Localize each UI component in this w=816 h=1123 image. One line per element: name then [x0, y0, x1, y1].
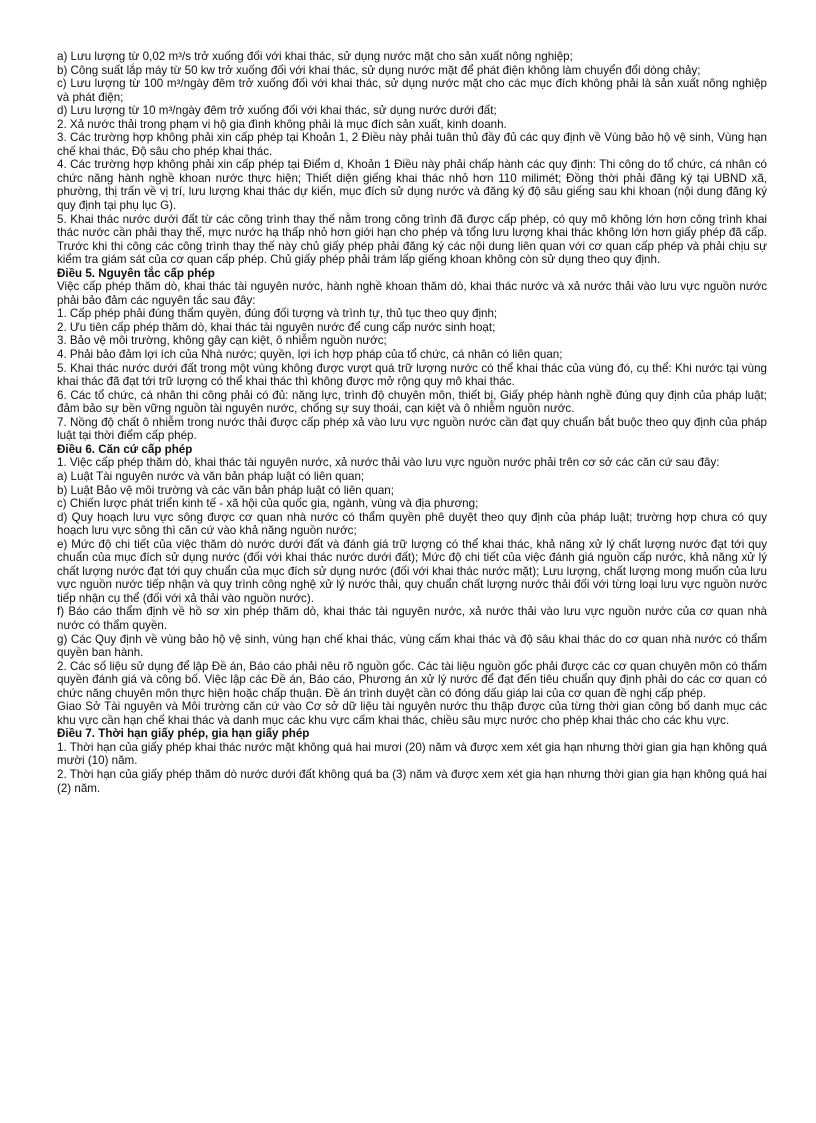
- paragraph: 1. Việc cấp phép thăm dò, khai thác tài nguyên nước, xả nước thải vào lưu vực nguồn nước phải trên cơ sở các căn cứ sau đây:: [57, 456, 720, 470]
- section-heading: Điều 5. Nguyên tắc cấp phép: [57, 266, 215, 280]
- paragraph: d) Quy hoạch lưu vực sông được cơ quan nhà nước có thẩm quyền phê duyệt theo quy định của pháp luật; trường hợp chưa có quy hoạch lưu vực sông thì căn cứ vào khả năng nguồn nước;: [57, 510, 767, 538]
- paragraph: 1. Thời hạn của giấy phép khai thác nước mặt không quá hai mươi (20) năm và được xem xét gia hạn nhưng thời gian gia hạn không quá mười (10) năm.: [57, 740, 767, 768]
- paragraph: 2. Xả nước thải trong phạm vi hộ gia đình không phải là mục đích sản xuất, kinh doanh.: [57, 117, 507, 131]
- paragraph: 4. Phải bảo đảm lợi ích của Nhà nước; quyền, lợi ích hợp pháp của tổ chức, cá nhân có liên quan;: [57, 348, 563, 362]
- paragraph: 6. Các tổ chức, cá nhân thi công phải có đủ: năng lực, trình độ chuyên môn, thiết bị, Giấy phép hành nghề đúng quy định của pháp luật; đảm bảo sự bền vững nguồn tài nguyên nước, chống sự suy thoái, cạn kiệt và ô nhiễm nguồn nước.: [57, 388, 767, 416]
- section-heading: Điều 7. Thời hạn giấy phép, gia hạn giấy phép: [57, 727, 310, 741]
- paragraph: 5. Khai thác nước dưới đất từ các công trình thay thế nằm trong công trình đã được cấp phép, có quy mô không lớn hơn công trình khai thác nước cần phải thay thế, mực nước hạ thấp nhỏ hơn giới hạn cho phép và tổng lưu lượng khai thác không lớn hơn giấy phép đã cấp. Trước khi thi công các công trình thay thế này chủ giấy phép phải đăng ký các nội dung liên quan với cơ quan cấp phép và phải chịu sự kiểm tra giám sát của cơ quan cấp phép. Chủ giấy phép phải trám lấp giếng khoan không còn sử dụng theo quy định.: [57, 212, 767, 267]
- paragraph: Giao Sở Tài nguyên và Môi trường căn cứ vào Cơ sở dữ liệu tài nguyên nước thu thập được của từng thời gian công bố danh mục các khu vực cần hạn chế khai thác và danh mục các khu vực cấm khai thác, chiều sâu mực nước cho phép khai thác cho các khu vực.: [57, 700, 767, 727]
- paragraph: b) Công suất lắp máy từ 50 kw trở xuống đối với khai thác, sử dụng nước mặt để phát điện không làm chuyển đổi dòng chảy;: [57, 63, 701, 77]
- paragraph: 2. Các số liệu sử dụng để lập Đề án, Báo cáo phải nêu rõ nguồn gốc. Các tài liệu nguồn gốc phải được các cơ quan chuyên môn có thẩm quyền đánh giá và công bố. Việc lập các Đề án, Báo cáo, Phương án xử lý nước để đạt đến tiêu chuẩn quy định phải do các cơ quan có chức năng chuyên môn thực hiện hoặc chấp thuận. Đề án trình duyệt cần có đóng dấu giáp lai của cơ quan đề nghị cấp phép.: [57, 659, 767, 700]
- paragraph: a) Lưu lượng từ 0,02 m³/s trở xuống đối với khai thác, sử dụng nước mặt cho sản xuất nông nghiệp;: [57, 50, 573, 63]
- paragraph: 3. Bảo vệ môi trường, không gây cạn kiệt, ô nhiễm nguồn nước;: [57, 334, 387, 348]
- paragraph: e) Mức độ chi tiết của việc thăm dò nước dưới đất và đánh giá trữ lượng có thể khai thác, khả năng xử lý chất lượng nước đạt tới quy chuẩn của mục đích sử dụng nước (đối với khai thác nước dưới đất); Mức độ chi tiết của việc đánh giá nguồn cấp nước, khả năng xử lý chất lượng nước đạt tới quy chuẩn của mục đích sử dụng nước (đối với khai thác nước mặt); Lưu lượng, chất lượng mong muốn của lưu vực nguồn nước tiếp nhận và quy trình công nghệ xử lý nước thải, quy chuẩn chất lượng nước thải đối với từng loại lưu vực nguồn nước tiếp nhận cụ thể (đối với xả thải vào nguồn nước).: [57, 537, 767, 605]
- paragraph: b) Luật Bảo vệ môi trường và các văn bản pháp luật có liên quan;: [57, 483, 394, 497]
- paragraph: 4. Các trường hợp không phải xin cấp phép tại Điểm d, Khoản 1 Điều này phải chấp hành các quy định: Thi công do tổ chức, cá nhân có chức năng hành nghề khoan nước thực hiện; Thiết diện giếng khai thác nhỏ hơn 110 milimét; Đồng thời phải đăng ký tại UBND xã, phường, thị trấn về vị trí, lưu lượng khai thác dự kiến, mục đích sử dụng nước và đăng ký độ sâu giếng sau khi khoan (nội dung đăng ký quy định tại phụ lục G).: [57, 158, 767, 213]
- paragraph: g) Các Quy định về vùng bảo hộ vệ sinh, vùng hạn chế khai thác, vùng cấm khai thác và độ sâu khai thác do cơ quan nhà nước có thẩm quyền ban hành.: [57, 632, 767, 660]
- paragraph: a) Luật Tài nguyên nước và văn bản pháp luật có liên quan;: [57, 469, 365, 483]
- paragraph: 1. Cấp phép phải đúng thẩm quyền, đúng đối tượng và trình tự, thủ tục theo quy định;: [57, 307, 498, 321]
- paragraph: 2. Thời hạn của giấy phép thăm dò nước dưới đất không quá ba (3) năm và được xem xét gia hạn nhưng thời gian gia hạn không quá hai (2) năm.: [57, 767, 767, 795]
- paragraph: d) Lưu lượng từ 10 m³/ngày đêm trở xuống đối với khai thác, sử dụng nước dưới đất;: [57, 104, 497, 118]
- paragraph: c) Chiến lược phát triển kinh tế - xã hội của quốc gia, ngành, vùng và địa phương;: [57, 497, 479, 511]
- section-heading: Điều 6. Căn cứ cấp phép: [57, 442, 193, 456]
- paragraph: 3. Các trường hợp không phải xin cấp phép tại Khoản 1, 2 Điều này phải tuân thủ đầy đủ các quy định về Vùng bảo hộ vệ sinh, Vùng hạn chế khai thác, Độ sâu cho phép khai thác.: [57, 131, 767, 158]
- paragraph: 2. Ưu tiên cấp phép thăm dò, khai thác tài nguyên nước để cung cấp nước sinh hoạt;: [57, 320, 496, 334]
- paragraph: 7. Nồng độ chất ô nhiễm trong nước thải được cấp phép xả vào lưu vực nguồn nước cần đạt quy chuẩn bắt buộc theo quy định của pháp luật tại thời điểm cấp phép.: [57, 415, 767, 443]
- document-page: [57, 50, 767, 795]
- paragraph: 5. Khai thác nước dưới đất trong một vùng không được vượt quá trữ lượng nước có thể khai thác của vùng đó, cụ thể: Khi nước tại vùng khai thác đã đạt tới trữ lượng có thể khai thác thì không được mở rộng quy mô khai thác.: [57, 361, 767, 389]
- paragraph: c) Lưu lượng từ 100 m³/ngày đêm trở xuống đối với khai thác, sử dụng nước mặt cho các mục đích không phải là sản xuất nông nghiệp và phát điện;: [57, 77, 767, 104]
- paragraph: Việc cấp phép thăm dò, khai thác tài nguyên nước, hành nghề khoan thăm dò, khai thác nước và xả nước thải vào lưu vực nguồn nước phải bảo đảm các nguyên tắc sau đây:: [57, 280, 767, 307]
- paragraph: f) Báo cáo thẩm định về hồ sơ xin phép thăm dò, khai thác tài nguyên nước, xả nước thải vào lưu vực nguồn nước của cơ quan nhà nước có thẩm quyền.: [57, 605, 767, 632]
